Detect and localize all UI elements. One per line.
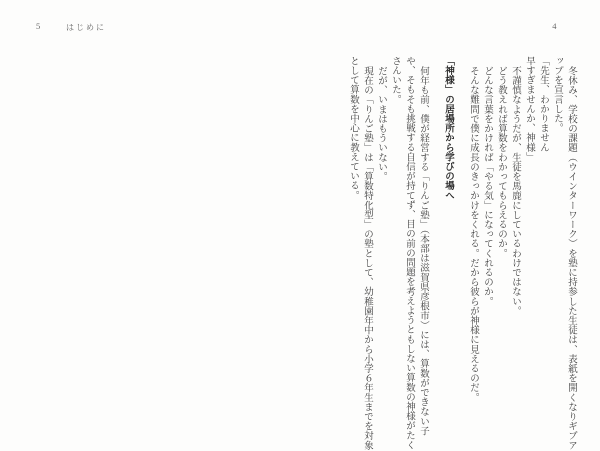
text-line: どんな言葉をかければ「やる気」になってくれるのか。 bbox=[482, 65, 492, 306]
right-page-number: 4 bbox=[552, 21, 557, 31]
right-page-text-block bbox=[338, 56, 578, 450]
text-line: どう教えれば算数をわかってもらえるのか。 bbox=[496, 65, 506, 258]
section-heading: 「神様」の居場所から学びの場へ bbox=[443, 56, 454, 200]
text-line: さんいた。 bbox=[390, 56, 400, 104]
text-line: 現在の「りんご塾」は「算数特化型」の塾として、幼稚園年中から小学６年生までを対象 bbox=[362, 65, 372, 450]
text-line: そんな難問で僕に成長のきっかけをくれる。だから彼らが神様に見えるのだ。 bbox=[468, 65, 478, 402]
text-line: だが、いまはもういない。 bbox=[376, 65, 386, 181]
text-line: 「先生、わかりません bbox=[538, 56, 548, 152]
left-page-number: 5 bbox=[36, 21, 41, 31]
right-page bbox=[300, 0, 600, 451]
text-line: 冬休み、学校の課題（ウインターワーク）を塾に持参した生徒は、表紙を開くなりギブア bbox=[566, 65, 576, 450]
running-title: はじめに bbox=[66, 23, 106, 32]
text-line: 何年も前、僕が経営する「りんご塾」（本部は滋賀県彦根市）には、算数ができない子 bbox=[418, 65, 428, 436]
text-line: ップを宣言した。 bbox=[552, 56, 562, 133]
text-line: 早すぎませんか、神様」 bbox=[524, 56, 534, 162]
text-line: として算数を中心に教えている。 bbox=[348, 56, 358, 200]
text-line: 不謹慎なようだが、生徒を馬鹿にしているわけではない。 bbox=[510, 65, 520, 316]
text-line: や、そもそも挑戦する自信が持てず、目の前の問題を考えようともしない算数の神様がたく bbox=[404, 56, 414, 450]
